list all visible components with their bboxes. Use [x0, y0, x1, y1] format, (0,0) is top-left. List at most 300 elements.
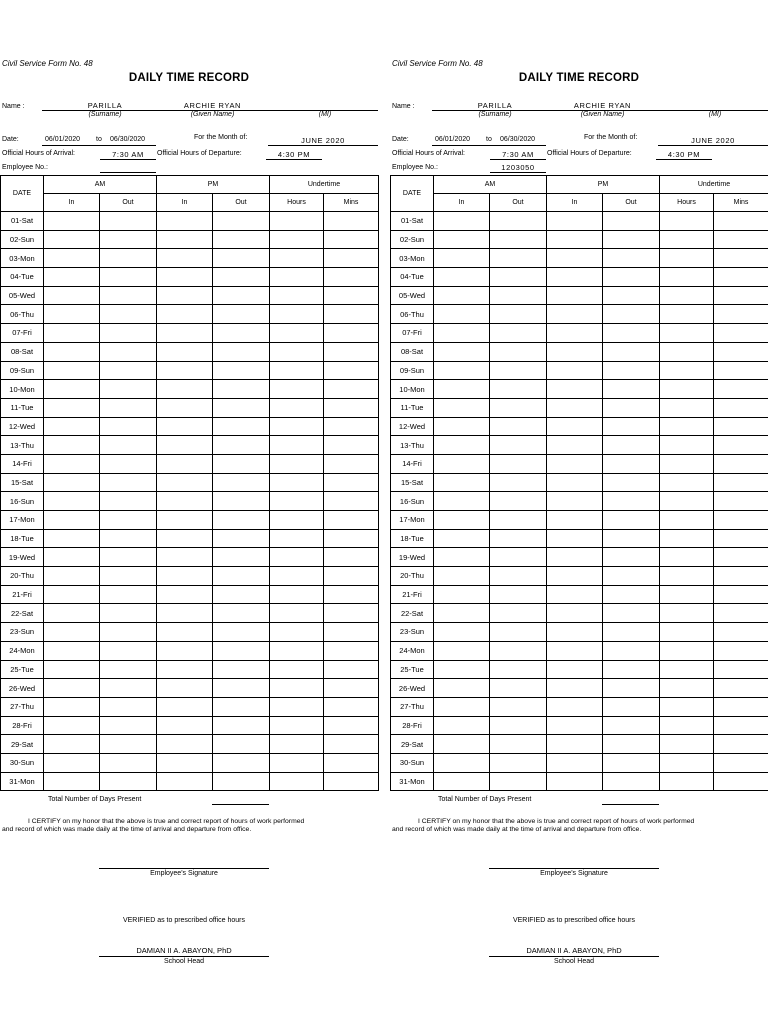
pm-in-cell[interactable]: [157, 623, 213, 642]
undertime-hours-cell[interactable]: [660, 268, 714, 287]
pm-out-cell[interactable]: [603, 623, 660, 642]
am-out-cell[interactable]: [100, 417, 157, 436]
undertime-mins-cell[interactable]: [324, 697, 379, 716]
am-in-cell[interactable]: [44, 361, 100, 380]
am-in-cell[interactable]: [44, 268, 100, 287]
pm-out-cell[interactable]: [213, 567, 270, 586]
pm-out-cell[interactable]: [213, 697, 270, 716]
pm-in-cell[interactable]: [547, 660, 603, 679]
undertime-hours-cell[interactable]: [270, 305, 324, 324]
undertime-hours-cell[interactable]: [660, 342, 714, 361]
undertime-mins-cell[interactable]: [714, 417, 768, 436]
pm-out-cell[interactable]: [603, 567, 660, 586]
am-out-cell[interactable]: [100, 585, 157, 604]
pm-in-cell[interactable]: [157, 735, 213, 754]
pm-out-cell[interactable]: [603, 679, 660, 698]
am-out-cell[interactable]: [490, 212, 547, 231]
undertime-mins-cell[interactable]: [324, 305, 379, 324]
pm-in-cell[interactable]: [547, 324, 603, 343]
pm-out-cell[interactable]: [213, 286, 270, 305]
undertime-mins-cell[interactable]: [324, 548, 379, 567]
am-out-cell[interactable]: [490, 454, 547, 473]
undertime-hours-cell[interactable]: [660, 324, 714, 343]
pm-in-cell[interactable]: [547, 679, 603, 698]
am-in-cell[interactable]: [44, 679, 100, 698]
am-out-cell[interactable]: [490, 604, 547, 623]
undertime-hours-cell[interactable]: [270, 342, 324, 361]
pm-out-cell[interactable]: [213, 324, 270, 343]
pm-in-cell[interactable]: [157, 567, 213, 586]
am-in-cell[interactable]: [44, 380, 100, 399]
undertime-mins-cell[interactable]: [324, 679, 379, 698]
am-out-cell[interactable]: [100, 753, 157, 772]
pm-in-cell[interactable]: [547, 716, 603, 735]
pm-out-cell[interactable]: [213, 585, 270, 604]
am-out-cell[interactable]: [490, 716, 547, 735]
am-out-cell[interactable]: [100, 623, 157, 642]
pm-in-cell[interactable]: [157, 305, 213, 324]
undertime-hours-cell[interactable]: [270, 324, 324, 343]
am-out-cell[interactable]: [100, 660, 157, 679]
undertime-mins-cell[interactable]: [714, 735, 768, 754]
am-out-cell[interactable]: [490, 305, 547, 324]
undertime-mins-cell[interactable]: [324, 511, 379, 530]
am-in-cell[interactable]: [44, 567, 100, 586]
pm-in-cell[interactable]: [157, 492, 213, 511]
undertime-mins-cell[interactable]: [714, 268, 768, 287]
undertime-hours-cell[interactable]: [660, 772, 714, 791]
undertime-hours-cell[interactable]: [660, 436, 714, 455]
undertime-mins-cell[interactable]: [714, 249, 768, 268]
undertime-mins-cell[interactable]: [324, 268, 379, 287]
am-in-cell[interactable]: [44, 604, 100, 623]
undertime-mins-cell[interactable]: [324, 735, 379, 754]
pm-in-cell[interactable]: [157, 230, 213, 249]
undertime-mins-cell[interactable]: [324, 623, 379, 642]
undertime-mins-cell[interactable]: [714, 623, 768, 642]
am-out-cell[interactable]: [490, 623, 547, 642]
undertime-hours-cell[interactable]: [270, 492, 324, 511]
am-in-cell[interactable]: [44, 324, 100, 343]
undertime-hours-cell[interactable]: [660, 735, 714, 754]
undertime-hours-cell[interactable]: [270, 735, 324, 754]
pm-in-cell[interactable]: [547, 436, 603, 455]
undertime-mins-cell[interactable]: [714, 454, 768, 473]
pm-out-cell[interactable]: [213, 623, 270, 642]
am-in-cell[interactable]: [434, 473, 490, 492]
undertime-hours-cell[interactable]: [660, 753, 714, 772]
am-in-cell[interactable]: [434, 660, 490, 679]
pm-out-cell[interactable]: [603, 716, 660, 735]
undertime-mins-cell[interactable]: [714, 567, 768, 586]
undertime-mins-cell[interactable]: [714, 230, 768, 249]
pm-in-cell[interactable]: [547, 623, 603, 642]
undertime-hours-cell[interactable]: [270, 548, 324, 567]
undertime-mins-cell[interactable]: [714, 212, 768, 231]
am-out-cell[interactable]: [490, 511, 547, 530]
am-in-cell[interactable]: [44, 623, 100, 642]
pm-in-cell[interactable]: [157, 585, 213, 604]
am-out-cell[interactable]: [100, 305, 157, 324]
pm-out-cell[interactable]: [213, 454, 270, 473]
pm-in-cell[interactable]: [547, 230, 603, 249]
am-out-cell[interactable]: [490, 697, 547, 716]
am-in-cell[interactable]: [434, 324, 490, 343]
pm-in-cell[interactable]: [157, 716, 213, 735]
undertime-mins-cell[interactable]: [324, 567, 379, 586]
undertime-hours-cell[interactable]: [660, 623, 714, 642]
am-in-cell[interactable]: [44, 436, 100, 455]
undertime-hours-cell[interactable]: [660, 511, 714, 530]
undertime-mins-cell[interactable]: [714, 548, 768, 567]
pm-out-cell[interactable]: [603, 529, 660, 548]
undertime-mins-cell[interactable]: [714, 324, 768, 343]
pm-in-cell[interactable]: [547, 697, 603, 716]
pm-in-cell[interactable]: [547, 511, 603, 530]
pm-out-cell[interactable]: [603, 772, 660, 791]
pm-in-cell[interactable]: [157, 660, 213, 679]
undertime-mins-cell[interactable]: [714, 511, 768, 530]
am-out-cell[interactable]: [490, 436, 547, 455]
am-out-cell[interactable]: [490, 417, 547, 436]
undertime-mins-cell[interactable]: [324, 641, 379, 660]
am-in-cell[interactable]: [44, 548, 100, 567]
am-in-cell[interactable]: [44, 342, 100, 361]
pm-in-cell[interactable]: [157, 324, 213, 343]
undertime-mins-cell[interactable]: [324, 249, 379, 268]
undertime-hours-cell[interactable]: [270, 511, 324, 530]
undertime-mins-cell[interactable]: [714, 436, 768, 455]
undertime-hours-cell[interactable]: [660, 249, 714, 268]
am-out-cell[interactable]: [490, 342, 547, 361]
pm-in-cell[interactable]: [547, 212, 603, 231]
undertime-hours-cell[interactable]: [270, 772, 324, 791]
am-out-cell[interactable]: [100, 230, 157, 249]
am-out-cell[interactable]: [100, 436, 157, 455]
undertime-mins-cell[interactable]: [714, 772, 768, 791]
pm-in-cell[interactable]: [157, 380, 213, 399]
pm-in-cell[interactable]: [157, 361, 213, 380]
pm-out-cell[interactable]: [603, 268, 660, 287]
undertime-hours-cell[interactable]: [660, 567, 714, 586]
pm-out-cell[interactable]: [213, 342, 270, 361]
am-out-cell[interactable]: [100, 697, 157, 716]
undertime-hours-cell[interactable]: [270, 697, 324, 716]
undertime-hours-cell[interactable]: [660, 604, 714, 623]
undertime-mins-cell[interactable]: [324, 716, 379, 735]
undertime-hours-cell[interactable]: [270, 436, 324, 455]
undertime-mins-cell[interactable]: [714, 492, 768, 511]
undertime-mins-cell[interactable]: [324, 753, 379, 772]
undertime-mins-cell[interactable]: [714, 641, 768, 660]
undertime-mins-cell[interactable]: [324, 604, 379, 623]
undertime-mins-cell[interactable]: [714, 697, 768, 716]
undertime-hours-cell[interactable]: [270, 567, 324, 586]
am-out-cell[interactable]: [100, 454, 157, 473]
pm-out-cell[interactable]: [603, 585, 660, 604]
am-out-cell[interactable]: [490, 473, 547, 492]
pm-in-cell[interactable]: [157, 268, 213, 287]
undertime-mins-cell[interactable]: [714, 361, 768, 380]
pm-out-cell[interactable]: [213, 679, 270, 698]
pm-in-cell[interactable]: [547, 417, 603, 436]
pm-out-cell[interactable]: [603, 604, 660, 623]
undertime-hours-cell[interactable]: [270, 641, 324, 660]
pm-out-cell[interactable]: [213, 529, 270, 548]
am-out-cell[interactable]: [490, 230, 547, 249]
undertime-mins-cell[interactable]: [714, 660, 768, 679]
undertime-mins-cell[interactable]: [714, 716, 768, 735]
pm-out-cell[interactable]: [213, 249, 270, 268]
undertime-mins-cell[interactable]: [324, 436, 379, 455]
undertime-hours-cell[interactable]: [660, 454, 714, 473]
pm-in-cell[interactable]: [157, 679, 213, 698]
undertime-mins-cell[interactable]: [714, 380, 768, 399]
pm-out-cell[interactable]: [603, 361, 660, 380]
pm-out-cell[interactable]: [603, 324, 660, 343]
am-in-cell[interactable]: [44, 286, 100, 305]
undertime-mins-cell[interactable]: [324, 492, 379, 511]
am-in-cell[interactable]: [434, 268, 490, 287]
pm-out-cell[interactable]: [603, 660, 660, 679]
am-in-cell[interactable]: [434, 529, 490, 548]
undertime-mins-cell[interactable]: [324, 529, 379, 548]
am-in-cell[interactable]: [44, 772, 100, 791]
undertime-hours-cell[interactable]: [270, 753, 324, 772]
undertime-hours-cell[interactable]: [660, 529, 714, 548]
pm-in-cell[interactable]: [547, 361, 603, 380]
pm-out-cell[interactable]: [213, 230, 270, 249]
am-in-cell[interactable]: [434, 511, 490, 530]
am-in-cell[interactable]: [434, 230, 490, 249]
pm-out-cell[interactable]: [603, 548, 660, 567]
am-in-cell[interactable]: [434, 305, 490, 324]
am-in-cell[interactable]: [44, 697, 100, 716]
pm-in-cell[interactable]: [547, 305, 603, 324]
pm-out-cell[interactable]: [213, 660, 270, 679]
am-out-cell[interactable]: [490, 268, 547, 287]
undertime-hours-cell[interactable]: [270, 380, 324, 399]
am-out-cell[interactable]: [490, 735, 547, 754]
undertime-hours-cell[interactable]: [660, 697, 714, 716]
am-in-cell[interactable]: [44, 230, 100, 249]
pm-in-cell[interactable]: [547, 567, 603, 586]
undertime-mins-cell[interactable]: [324, 212, 379, 231]
am-out-cell[interactable]: [490, 249, 547, 268]
undertime-hours-cell[interactable]: [270, 604, 324, 623]
pm-out-cell[interactable]: [603, 380, 660, 399]
undertime-hours-cell[interactable]: [270, 212, 324, 231]
am-in-cell[interactable]: [44, 529, 100, 548]
undertime-mins-cell[interactable]: [324, 660, 379, 679]
pm-in-cell[interactable]: [547, 286, 603, 305]
undertime-hours-cell[interactable]: [660, 716, 714, 735]
undertime-mins-cell[interactable]: [324, 417, 379, 436]
pm-in-cell[interactable]: [157, 473, 213, 492]
am-out-cell[interactable]: [100, 249, 157, 268]
pm-in-cell[interactable]: [157, 417, 213, 436]
pm-in-cell[interactable]: [157, 529, 213, 548]
undertime-mins-cell[interactable]: [324, 342, 379, 361]
am-out-cell[interactable]: [100, 473, 157, 492]
undertime-mins-cell[interactable]: [324, 473, 379, 492]
pm-in-cell[interactable]: [157, 772, 213, 791]
am-out-cell[interactable]: [100, 772, 157, 791]
pm-out-cell[interactable]: [213, 548, 270, 567]
am-out-cell[interactable]: [100, 268, 157, 287]
pm-out-cell[interactable]: [213, 735, 270, 754]
pm-in-cell[interactable]: [547, 380, 603, 399]
undertime-mins-cell[interactable]: [714, 305, 768, 324]
pm-in-cell[interactable]: [547, 249, 603, 268]
pm-out-cell[interactable]: [603, 417, 660, 436]
am-out-cell[interactable]: [100, 492, 157, 511]
am-out-cell[interactable]: [100, 679, 157, 698]
undertime-hours-cell[interactable]: [270, 660, 324, 679]
pm-out-cell[interactable]: [213, 641, 270, 660]
am-out-cell[interactable]: [100, 716, 157, 735]
undertime-hours-cell[interactable]: [270, 585, 324, 604]
am-in-cell[interactable]: [44, 735, 100, 754]
pm-out-cell[interactable]: [603, 249, 660, 268]
pm-out-cell[interactable]: [603, 398, 660, 417]
am-in-cell[interactable]: [44, 398, 100, 417]
am-in-cell[interactable]: [44, 716, 100, 735]
pm-out-cell[interactable]: [213, 772, 270, 791]
pm-out-cell[interactable]: [213, 436, 270, 455]
pm-in-cell[interactable]: [547, 268, 603, 287]
undertime-mins-cell[interactable]: [324, 398, 379, 417]
pm-in-cell[interactable]: [157, 753, 213, 772]
pm-out-cell[interactable]: [603, 511, 660, 530]
undertime-hours-cell[interactable]: [660, 230, 714, 249]
am-in-cell[interactable]: [44, 473, 100, 492]
undertime-hours-cell[interactable]: [270, 417, 324, 436]
am-in-cell[interactable]: [434, 398, 490, 417]
am-out-cell[interactable]: [490, 286, 547, 305]
undertime-hours-cell[interactable]: [660, 641, 714, 660]
undertime-hours-cell[interactable]: [660, 417, 714, 436]
undertime-mins-cell[interactable]: [324, 772, 379, 791]
undertime-hours-cell[interactable]: [270, 286, 324, 305]
pm-in-cell[interactable]: [157, 697, 213, 716]
am-out-cell[interactable]: [100, 511, 157, 530]
am-out-cell[interactable]: [100, 604, 157, 623]
am-out-cell[interactable]: [490, 679, 547, 698]
undertime-hours-cell[interactable]: [660, 473, 714, 492]
am-out-cell[interactable]: [100, 286, 157, 305]
pm-in-cell[interactable]: [157, 342, 213, 361]
am-in-cell[interactable]: [434, 361, 490, 380]
undertime-hours-cell[interactable]: [660, 492, 714, 511]
undertime-hours-cell[interactable]: [660, 212, 714, 231]
undertime-mins-cell[interactable]: [324, 230, 379, 249]
pm-in-cell[interactable]: [547, 398, 603, 417]
am-in-cell[interactable]: [44, 212, 100, 231]
am-in-cell[interactable]: [44, 492, 100, 511]
pm-in-cell[interactable]: [547, 473, 603, 492]
undertime-mins-cell[interactable]: [714, 753, 768, 772]
pm-out-cell[interactable]: [213, 492, 270, 511]
undertime-mins-cell[interactable]: [324, 361, 379, 380]
pm-out-cell[interactable]: [603, 492, 660, 511]
am-out-cell[interactable]: [490, 529, 547, 548]
pm-out-cell[interactable]: [213, 361, 270, 380]
pm-out-cell[interactable]: [603, 230, 660, 249]
undertime-hours-cell[interactable]: [660, 679, 714, 698]
am-out-cell[interactable]: [100, 212, 157, 231]
pm-out-cell[interactable]: [603, 697, 660, 716]
am-in-cell[interactable]: [434, 492, 490, 511]
undertime-mins-cell[interactable]: [714, 398, 768, 417]
pm-out-cell[interactable]: [213, 753, 270, 772]
pm-out-cell[interactable]: [213, 268, 270, 287]
pm-in-cell[interactable]: [547, 604, 603, 623]
am-in-cell[interactable]: [44, 305, 100, 324]
am-out-cell[interactable]: [490, 641, 547, 660]
am-out-cell[interactable]: [100, 529, 157, 548]
am-out-cell[interactable]: [490, 492, 547, 511]
pm-out-cell[interactable]: [213, 380, 270, 399]
undertime-mins-cell[interactable]: [714, 529, 768, 548]
undertime-hours-cell[interactable]: [660, 660, 714, 679]
pm-in-cell[interactable]: [547, 641, 603, 660]
am-out-cell[interactable]: [100, 342, 157, 361]
am-in-cell[interactable]: [434, 436, 490, 455]
pm-in-cell[interactable]: [547, 772, 603, 791]
pm-out-cell[interactable]: [603, 305, 660, 324]
pm-out-cell[interactable]: [603, 753, 660, 772]
undertime-hours-cell[interactable]: [270, 268, 324, 287]
am-in-cell[interactable]: [434, 679, 490, 698]
pm-in-cell[interactable]: [547, 342, 603, 361]
pm-out-cell[interactable]: [213, 473, 270, 492]
undertime-mins-cell[interactable]: [714, 473, 768, 492]
pm-in-cell[interactable]: [547, 492, 603, 511]
undertime-hours-cell[interactable]: [270, 454, 324, 473]
pm-out-cell[interactable]: [213, 417, 270, 436]
undertime-hours-cell[interactable]: [270, 623, 324, 642]
undertime-hours-cell[interactable]: [270, 679, 324, 698]
pm-in-cell[interactable]: [157, 641, 213, 660]
pm-out-cell[interactable]: [603, 454, 660, 473]
am-in-cell[interactable]: [434, 641, 490, 660]
pm-out-cell[interactable]: [603, 342, 660, 361]
undertime-hours-cell[interactable]: [660, 548, 714, 567]
undertime-hours-cell[interactable]: [660, 398, 714, 417]
pm-in-cell[interactable]: [547, 548, 603, 567]
undertime-mins-cell[interactable]: [714, 342, 768, 361]
am-out-cell[interactable]: [490, 567, 547, 586]
pm-in-cell[interactable]: [547, 735, 603, 754]
am-out-cell[interactable]: [490, 324, 547, 343]
pm-in-cell[interactable]: [157, 249, 213, 268]
pm-in-cell[interactable]: [157, 511, 213, 530]
am-in-cell[interactable]: [44, 660, 100, 679]
pm-out-cell[interactable]: [603, 641, 660, 660]
pm-out-cell[interactable]: [213, 305, 270, 324]
am-in-cell[interactable]: [44, 249, 100, 268]
pm-in-cell[interactable]: [547, 585, 603, 604]
am-out-cell[interactable]: [100, 567, 157, 586]
undertime-hours-cell[interactable]: [270, 230, 324, 249]
am-in-cell[interactable]: [434, 567, 490, 586]
am-in-cell[interactable]: [434, 716, 490, 735]
pm-in-cell[interactable]: [157, 454, 213, 473]
am-in-cell[interactable]: [434, 697, 490, 716]
am-in-cell[interactable]: [44, 511, 100, 530]
am-out-cell[interactable]: [490, 398, 547, 417]
